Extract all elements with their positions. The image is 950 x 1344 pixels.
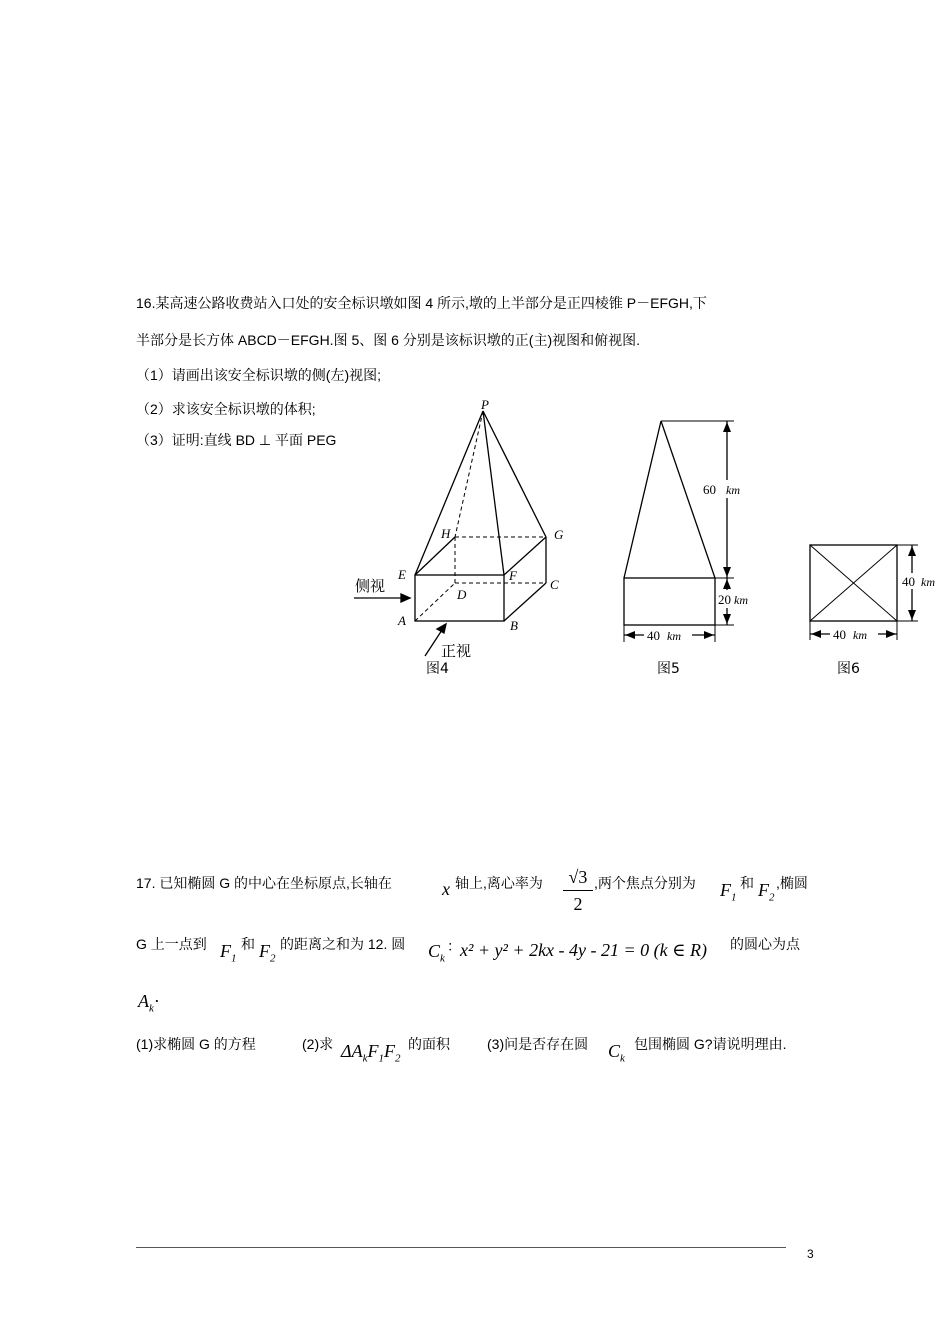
focus-F2: $F_2$ [758, 880, 775, 904]
problem17-q2-a: (2)求 [302, 1036, 334, 1052]
triangle-AkF1F2: $\Delta A_kF_1F_2$ [341, 1041, 401, 1065]
problem16-q2: （2）求该安全标识墩的体积; [136, 401, 316, 417]
figure4-diagram [340, 395, 580, 685]
fraction-numerator: √3 [568, 867, 588, 887]
front-view-label: 正视 [441, 642, 472, 660]
and-word: 和 [241, 936, 255, 952]
fig5-height-bottom: 20 [718, 592, 731, 607]
side-view-label: 侧视 [355, 577, 386, 595]
problem17-line2-c: 的圆心为点 [730, 936, 800, 952]
vertex-label: A [398, 613, 406, 628]
focus-F2: $F_2$ [259, 941, 276, 965]
fig5-unit: km [726, 483, 740, 497]
problem17-line1-d: ,椭圆 [776, 875, 808, 891]
fig5-unit: km [667, 629, 681, 643]
fig6-height: 40 [902, 574, 915, 589]
problem17-line1-c: ,两个焦点分别为 [594, 875, 696, 891]
vertex-label: P [481, 397, 489, 412]
problem17-line1-b: 轴上,离心率为 [455, 875, 543, 891]
circle-equation: x² + y² + 2kx - 4y - 21 = 0 (k ∈ R) [460, 940, 707, 960]
vertex-label: H [441, 526, 451, 541]
problem17-q3-a: (3)问是否存在圆 [487, 1036, 589, 1052]
focus-F1: $F_1$ [220, 941, 237, 965]
page-number: 3 [807, 1247, 814, 1261]
fig5-width: 40 [647, 628, 660, 643]
figure5-caption: 图5 [657, 661, 680, 677]
vertex-label: F [509, 568, 517, 583]
point-Ak: $A_k\cdot$ [138, 991, 160, 1015]
vertex-label: E [398, 567, 406, 582]
fig5-unit: km [734, 593, 748, 607]
vertex-label: C [550, 577, 559, 592]
vertex-label: B [510, 618, 518, 633]
vertex-label: G [554, 527, 564, 542]
fraction-bar [563, 890, 593, 891]
fig5-height-top: 60 [703, 482, 716, 497]
figure6-caption: 图6 [837, 661, 860, 677]
problem17-q2-b: 的面积 [408, 1036, 450, 1052]
circle-Ck: $C_k$ [428, 941, 445, 965]
problem16-line2: 半部分是长方体 ABCD－EFGH.图 5、图 6 分别是该标识墩的正(主)视图和俯视图. [136, 332, 641, 348]
problem17-q3-b: 包围椭圆 G?请说明理由. [634, 1036, 787, 1052]
colon: ： [447, 938, 461, 954]
problem17-line2-b: 的距离之和为 12. 圆 [280, 936, 406, 952]
focus-F1: $F_1$ [720, 880, 737, 904]
fig6-width: 40 [833, 627, 846, 642]
vertex-label: D [457, 587, 467, 602]
figure6-top-view [800, 535, 950, 680]
figure5-front-view [610, 410, 770, 680]
problem17-line1-a: 17. 已知椭圆 G 的中心在坐标原点,长轴在 [136, 875, 392, 891]
problem17-line2-a: G 上一点到 [136, 936, 207, 952]
footer-rule [136, 1247, 786, 1248]
circle-Ck: $C_k$ [608, 1041, 625, 1065]
problem17-q1: (1)求椭圆 G 的方程 [136, 1036, 256, 1052]
problem16-q3: （3）证明:直线 BD ⊥ 平面 PEG [136, 432, 337, 448]
fig6-unit: km [921, 575, 935, 589]
fraction-denominator: 2 [573, 894, 583, 914]
and-word: 和 [740, 875, 754, 891]
figure4-caption: 图4 [426, 661, 449, 677]
fraction-sqrt3-over-2 [563, 866, 593, 915]
fig6-unit: km [853, 628, 867, 642]
var-x: x [442, 879, 450, 899]
problem16-line1: 16.某高速公路收费站入口处的安全标识墩如图 4 所示,墩的上半部分是正四棱锥 P－EFGH,下 [136, 295, 707, 311]
problem16-q1: （1）请画出该安全标识墩的侧(左)视图; [136, 367, 381, 383]
